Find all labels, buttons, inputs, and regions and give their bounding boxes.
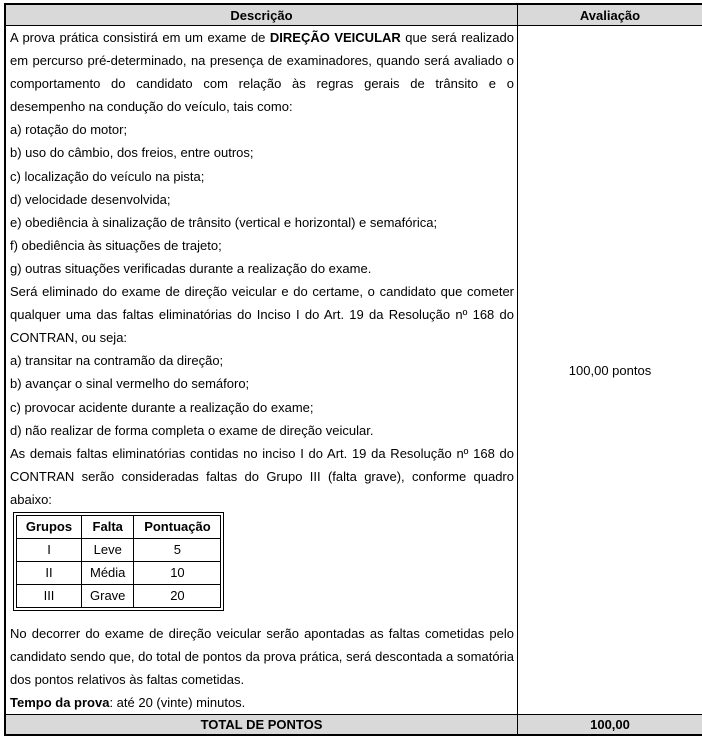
fault-group: III [17,584,82,607]
fault-score: 10 [134,561,221,584]
intro-emphasis: DIREÇÃO VEICULAR [269,30,401,45]
exam-time-label: Tempo da prova [10,695,110,711]
eliminatory-item: b) avançar o sinal vermelho do semáforo; [10,376,250,392]
header-description: Descrição [6,5,518,26]
fault-group: I [17,538,82,561]
fault-group: II [17,561,82,584]
deduction-paragraph: No decorrer do exame de direção veicular serão apontadas as faltas cometidas pelo candidato sendo que, do total de pontos da prova prática, será descontada a somatória dos pontos relativos às faltas cometidas. [10,625,514,688]
intro-text: A prova prática consistirá em um exame de [10,30,270,45]
elimination-paragraph: Será eliminado do exame de direção veicular e do certame, o candidato que cometer qualquer uma das faltas eliminatórias do Inciso I do Art. 19 da Resolução nº 168 do CONTRAN, ou seja: [10,284,514,346]
total-label: TOTAL DE PONTOS [6,715,518,735]
fault-score: 20 [134,584,221,607]
total-value: 100,00 [518,715,702,735]
criteria-item: e) obediência à sinalização de trânsito (vertical e horizontal) e semafórica; [10,214,438,230]
criteria-item: d) velocidade desenvolvida; [10,191,171,207]
evaluation-table [5,4,702,735]
content-row [6,26,702,715]
evaluation-cell: 100,00 pontos [518,26,702,715]
faults-table [16,515,221,608]
exam-time [10,691,514,714]
header-evaluation: Avaliação [518,5,702,26]
exam-description-document [4,3,702,736]
criteria-item: c) localização do veículo na pista; [10,168,205,184]
faults-header-fault: Falta [82,515,134,538]
intro-text-continued: que será realizado em percurso pré-determinado, na presença de examinadores, quando será avaliado o comportamento do candidato com relação às regras gerais de trânsito e o desempenho na condução do veículo, tais como: [10,30,514,115]
eliminatory-item: d) não realizar de forma completa o exame de direção veicular. [10,422,374,438]
faults-table-header [17,515,221,538]
eliminatory-item: a) transitar na contramão da direção; [10,353,224,369]
faults-header-score: Pontuação [134,515,221,538]
fault-type: Leve [82,538,134,561]
criteria-item: g) outras situações verificadas durante a realização do exame. [10,260,372,276]
fault-type: Média [82,561,134,584]
eliminatory-item: c) provocar acidente durante a realização do exame; [10,399,314,415]
total-row [6,715,702,735]
exam-time-value: : até 20 (vinte) minutos. [109,695,246,711]
table-row [17,584,221,607]
description-cell [6,26,518,715]
other-faults-paragraph: As demais faltas eliminatórias contidas no inciso I do Art. 19 da Resolução nº 168 do CONTRAN serão consideradas faltas do Grupo III (falta grave), conforme quadro abaixo: [10,445,514,507]
table-row [17,538,221,561]
table-header-row [6,5,702,26]
criteria-item: a) rotação do motor; [10,122,128,138]
faults-header-groups: Grupos [17,515,82,538]
fault-type: Grave [82,584,134,607]
criteria-item: f) obediência às situações de trajeto; [10,237,222,253]
table-row [17,561,221,584]
intro-paragraph [10,26,514,118]
fault-score: 5 [134,538,221,561]
criteria-item: b) uso do câmbio, dos freios, entre outros; [10,145,254,161]
